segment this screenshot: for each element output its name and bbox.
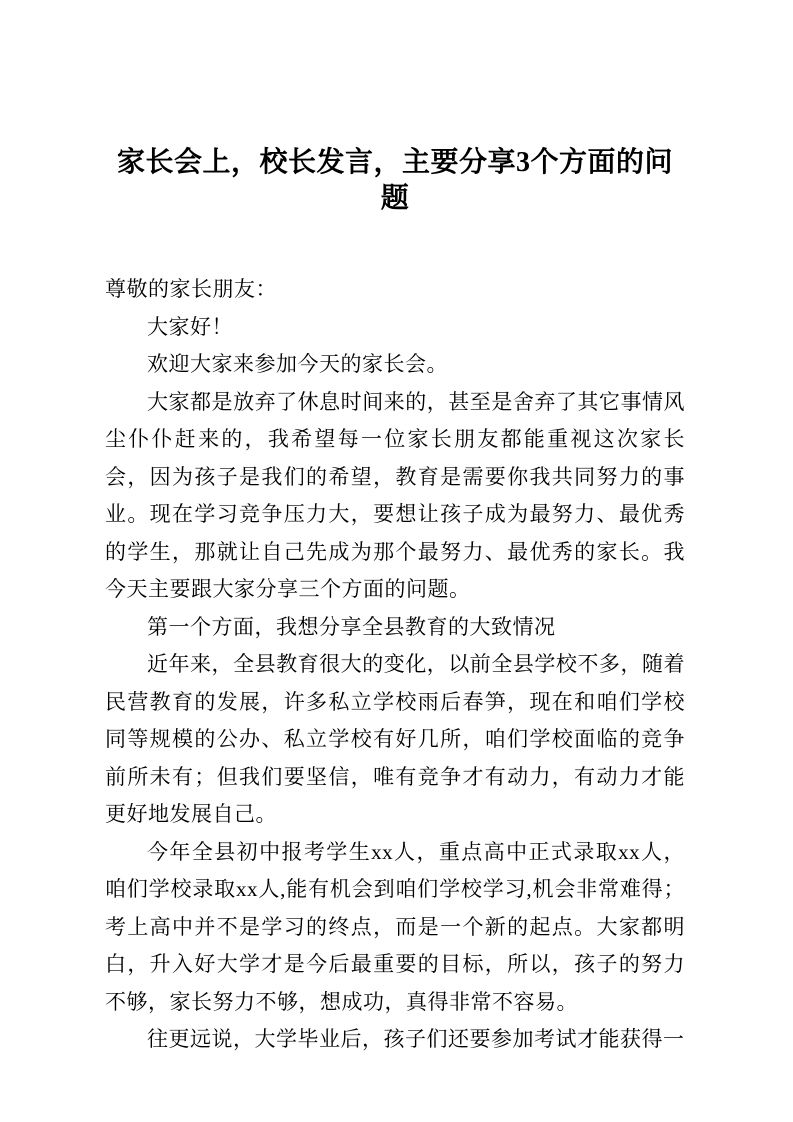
paragraph-section-heading: 第一个方面，我想分享全县教育的大致情况 — [147, 614, 556, 639]
paragraph-intro: 大家都是放弃了休息时间来的，甚至是舍弃了其它事情风尘仆仆赶来的，我希望每一位家长朋友都能重视这次家长会，因为孩子是我们的希望，教育是需要你我共同努力的事业。现在学习竞争压力大，要想让孩子成为最努力、最优秀的学生，那就让自己先成为那个最努力、最优秀的家长。我今天主要跟大家分享三个方面的问题。 — [105, 389, 685, 601]
paragraph-future: 往更远说，大学毕业后，孩子们还要参加考试才能获得一 — [147, 1027, 685, 1051]
paragraph-admissions: 今年全县初中报考学生xx人，重点高中正式录取xx人，咱们学校录取xx人,能有机会到咱们学校学习,机会非常难得；考上高中并不是学习的终点，而是一个新的起点。大家都明白，升入好大学才是今后最重要的目标，所以，孩子的努力不够，家长努力不够，想成功，真得非常不容易。 — [105, 839, 685, 1014]
document-title: 家长会上，校长发言，主要分享3个方面的问题 — [116, 147, 673, 214]
document-body — [105, 271, 685, 1059]
paragraph-county-education: 近年来，全县教育很大的变化，以前全县学校不多，随着民营教育的发展，许多私立学校雨后春笋，现在和咱们学校同等规模的公办、私立学校有好几所，咱们学校面临的竞争前所未有；但我们要坚信，唯有竞争才有动力，有动力才能更好地发展自己。 — [105, 652, 685, 826]
paragraph-greeting: 大家好！ — [147, 314, 233, 339]
paragraph-welcome: 欢迎大家来参加今天的家长会。 — [147, 352, 448, 376]
paragraph-salutation: 尊敬的家长朋友： — [105, 277, 277, 301]
